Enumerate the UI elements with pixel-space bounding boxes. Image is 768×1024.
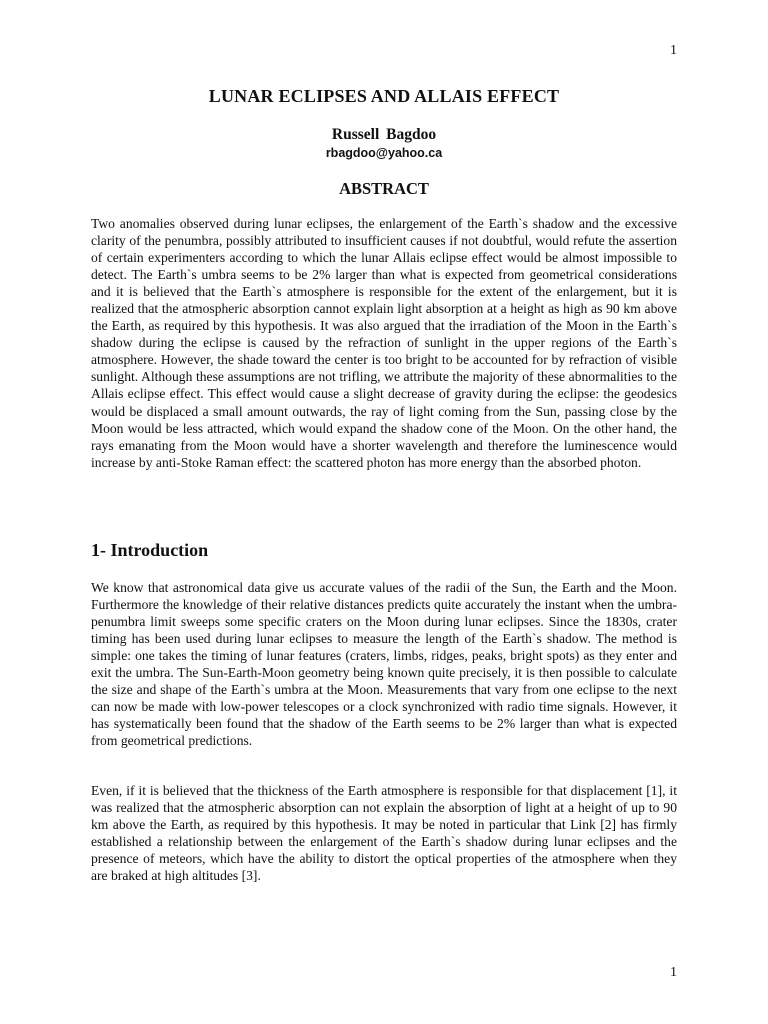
paper-title: LUNAR ECLIPSES AND ALLAIS EFFECT xyxy=(208,86,560,106)
introduction-paragraph-1: We know that astronomical data give us accurate values of the radii of the Sun, the Earth and the Moon. Furthermore the knowledge of their relative distances predicts quite accurately the instant when the umbra-penumbra limit sweeps some specific craters on the Moon during lunar eclipses. Since the 1830s, crater timing has been used during lunar eclipses to measure the length of the Earth`s shadow. The method is simple: one takes the timing of lunar features (craters, limbs, ridges, peaks, bright spots) as they enter and exit the umbra. The Sun-Earth-Moon geometry being known quite precisely, it is then possible to calculate the size and shape of the Earth`s umbra at the Moon. Measurements that vary from one eclipse to the next can now be made with low-power telescopes or a clock synchronized with radio time signals. However, it has systematically been found that the shadow of the Earth seems to be 2% larger than what is expected from geometrical predictions. xyxy=(91,580,677,749)
abstract-heading: ABSTRACT xyxy=(339,179,429,198)
page-number-bottom: 1 xyxy=(670,965,677,980)
author-name: Russell Bagdoo xyxy=(331,126,437,143)
abstract-text: Two anomalies observed during lunar eclipses, the enlargement of the Earth`s shadow and the excessive clarity of the penumbra, possibly attributed to insufficient causes if not doubtful, would refute the assertion of certain experimenters according to which the lunar Allais eclipse effect would be almost impossible to detect. The Earth`s umbra seems to be 2% larger than what is expected from geometrical considerations and it is believed that the Earth`s atmosphere is responsible for the extent of the enlargement, but it is realized that the atmospheric absorption cannot explain light absorption at a height as high as 90 km above the Earth, as required by this hypothesis. It was also argued that the irradiation of the Moon in the Earth`s shadow during the eclipse is caused by the refraction of sunlight in the upper regions of the Earth`s atmosphere. However, the shade toward the center is too bright to be accounted for by refraction of visible sunlight. Although these assumptions are not trifling, we attribute the majority of these abnormalities to the Allais eclipse effect. This effect would cause a slight decrease of gravity during the eclipse: the geodesics would be displaced a small amount outwards, the ray of light coming from the Sun, passing close by the Moon would be less attracted, which would expand the shadow cone of the Moon. On the other hand, the rays emanating from the Moon would have a shorter wavelength and therefore the luminescence would increase by anti-Stoke Raman effect: the scattered photon has more energy than the absorbed photon. xyxy=(91,216,677,470)
author-email: rbagdoo@yahoo.ca xyxy=(325,146,443,160)
introduction-heading: 1- Introduction xyxy=(91,540,209,560)
introduction-paragraph-2: Even, if it is believed that the thickness of the Earth atmosphere is responsible for that displacement [1], it was realized that the atmospheric absorption can not explain the absorption of light at a height of up to 90 km above the Earth, as required by this hypothesis. It may be noted in particular that Link [2] has firmly established a relationship between the enlargement of the Earth`s shadow during lunar eclipses and the presence of meteors, which have the ability to distort the optical properties of the atmosphere when they are braked at high altitudes [3]. xyxy=(91,783,677,884)
page-number-top: 1 xyxy=(670,43,677,58)
